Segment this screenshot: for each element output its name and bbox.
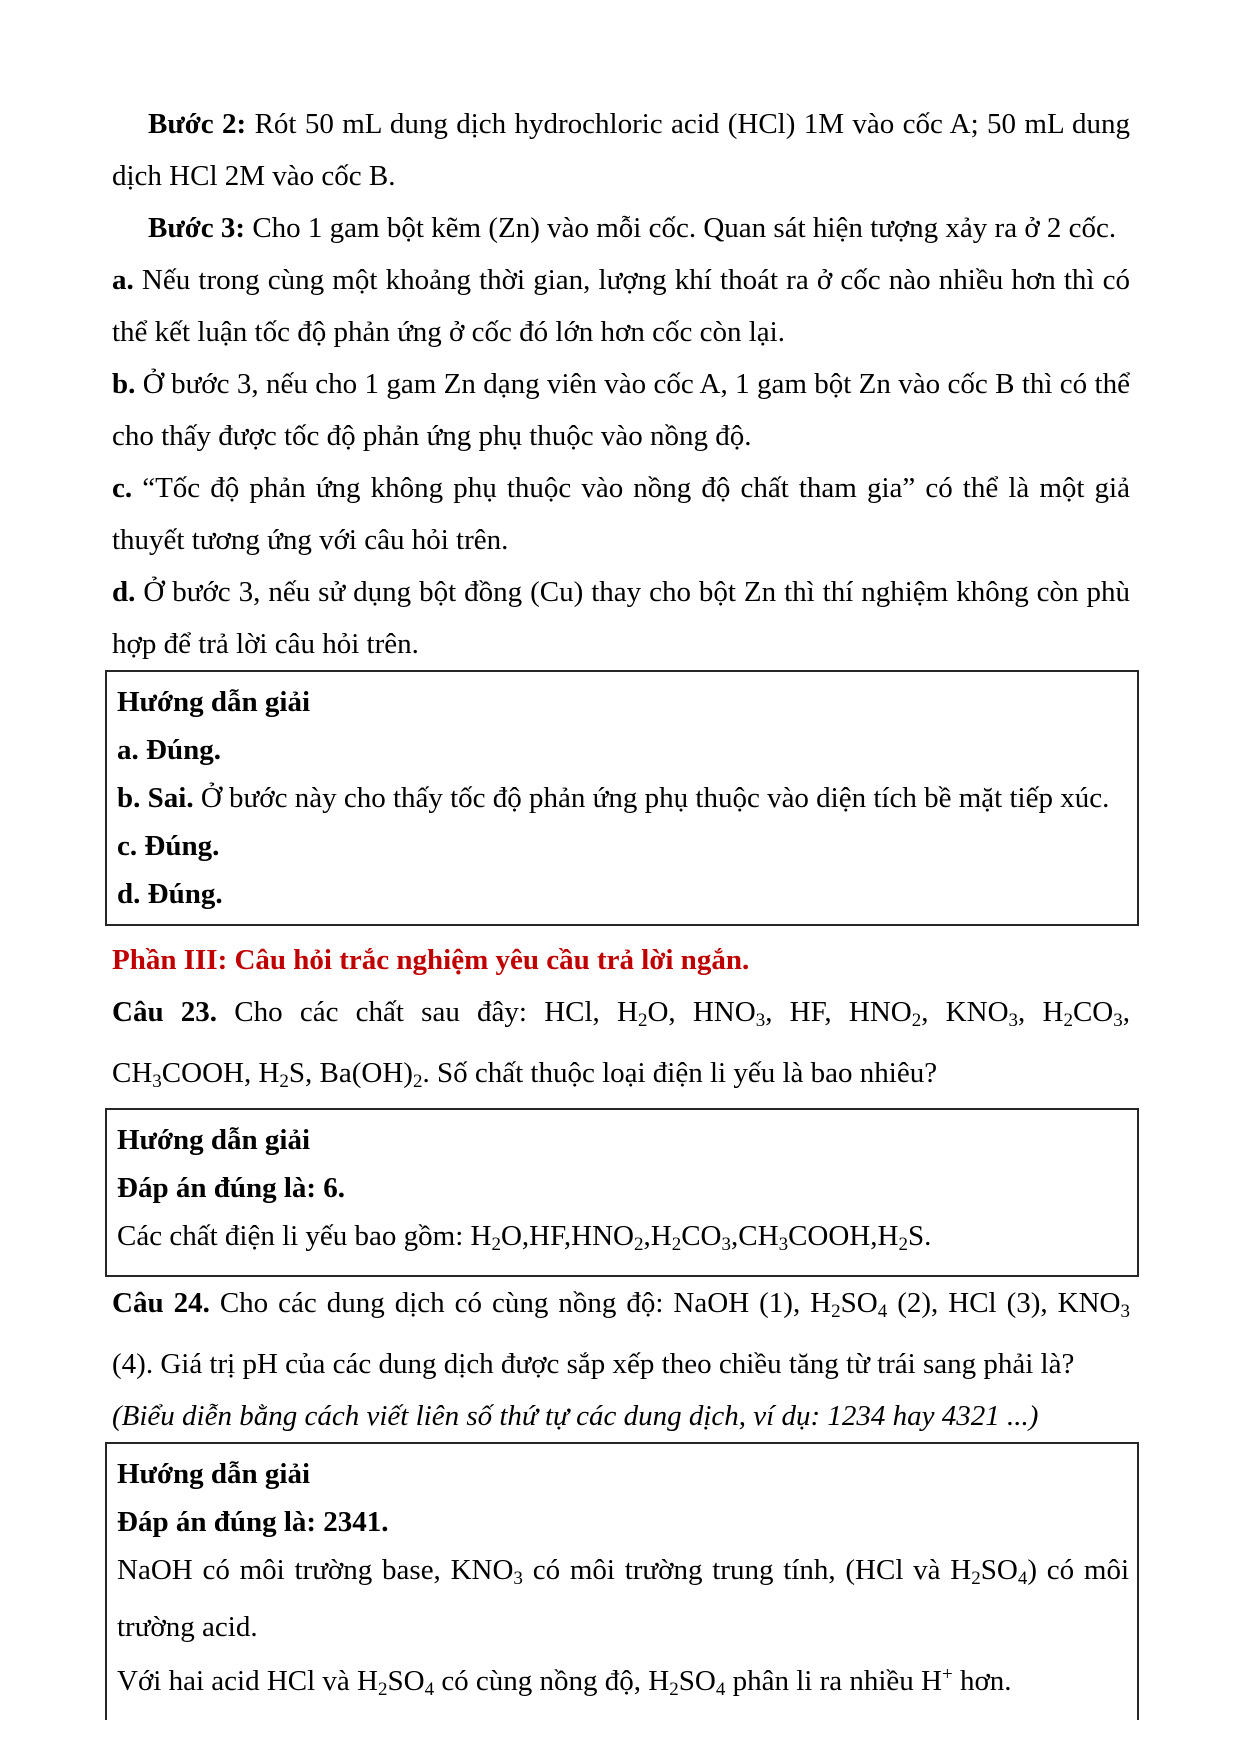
text-run: Ở bước 3, nếu cho 1 gam Zn dạng viên vào cốc A, 1 gam bột Zn vào cốc B thì có thể cho thấy được tốc độ phản ứng phụ thuộc vào nồng độ.: [112, 368, 1130, 452]
part3-section-heading: [112, 934, 1130, 986]
text-run: , KNO: [921, 996, 1009, 1028]
text-run: Bước 2:: [148, 108, 255, 140]
solution-box-question22: [105, 670, 1139, 926]
subscript-run: 3: [513, 1568, 523, 1589]
text-run: COOH,H: [788, 1220, 899, 1252]
text-run: hơn.: [952, 1665, 1012, 1697]
statement-c-paragraph: [112, 462, 1130, 566]
text-run: Nếu trong cùng một khoảng thời gian, lượng khí thoát ra ở cốc nào nhiều hơn thì có thể kết luận tốc độ phản ứng ở cốc đó lớn hơn cốc còn lại.: [112, 264, 1131, 348]
subscript-run: 4: [877, 1301, 888, 1322]
subscript-run: 2: [911, 1010, 922, 1031]
text-run: ,H: [643, 1220, 672, 1252]
solution-explanation-acids: [117, 1651, 1129, 1714]
subscript-run: 2: [377, 1679, 388, 1700]
text-run: , HF, HNO: [765, 996, 912, 1028]
text-run: O, HNO: [647, 996, 756, 1028]
text-run: CO: [681, 1220, 722, 1252]
statement-b-paragraph: [112, 358, 1130, 462]
text-run: Câu 24.: [112, 1287, 220, 1319]
text-run: d.: [112, 576, 144, 608]
text-run: (4). Giá trị pH của các dung dịch được sắp xếp theo chiều tăng từ trái sang phải là?: [112, 1348, 1075, 1380]
subscript-run: 3: [1120, 1301, 1130, 1322]
text-run: CO: [1072, 996, 1114, 1028]
superscript-run: +: [941, 1664, 953, 1685]
text-run: O,HF,HNO: [500, 1220, 635, 1252]
text-run: có môi trường trung tính, (HCl và H: [522, 1554, 972, 1586]
step3-paragraph: [112, 202, 1130, 254]
text-run: Ở bước này cho thấy tốc độ phản ứng phụ thuộc vào diện tích bề mặt tiếp xúc.: [200, 782, 1110, 814]
text-run: Hướng dẫn giải: [117, 686, 311, 718]
solution-box-question23: [105, 1108, 1139, 1277]
subscript-run: 2: [971, 1568, 981, 1589]
text-run: c. Đúng.: [117, 830, 220, 862]
subscript-run: 3: [755, 1010, 766, 1031]
text-run: (Biểu diễn bằng cách viết liên số thứ tự các dung dịch, ví dụ: 1234 hay 4321 ...): [112, 1400, 1039, 1432]
solution-correct-answer: [117, 1498, 1129, 1546]
text-run: c.: [112, 472, 143, 504]
subscript-run: 3: [152, 1071, 162, 1092]
subscript-run: 4: [424, 1679, 435, 1700]
text-run: Hướng dẫn giải: [117, 1124, 311, 1156]
subscript-run: 2: [491, 1234, 501, 1255]
subscript-run: 3: [1008, 1010, 1019, 1031]
text-run: Với hai acid HCl và H: [117, 1665, 378, 1697]
question-24-note: [112, 1390, 1130, 1442]
text-run: SO: [980, 1554, 1018, 1586]
solution-explanation: [117, 1212, 1129, 1269]
text-run: Ở bước 3, nếu sử dụng bột đồng (Cu) thay cho bột Zn thì thí nghiệm không còn phù hợp để trả lời câu hỏi trên.: [112, 576, 1130, 660]
text-run: có cùng nồng độ, H: [434, 1665, 670, 1697]
text-run: . Số chất thuộc loại điện li yếu là bao nhiêu?: [422, 1057, 938, 1089]
text-run: Đáp án đúng là: 6.: [117, 1172, 346, 1204]
text-run: “Tốc độ phản ứng không phụ thuộc vào nồng độ chất tham gia” có thể là một giả thuyết tương ứng với câu hỏi trên.: [112, 472, 1130, 556]
subscript-run: 4: [715, 1679, 726, 1700]
text-run: Rót 50 mL dung dịch hydrochloric acid (HCl) 1M vào cốc A; 50 mL dung dịch HCl 2M vào cốc B.: [112, 108, 1130, 192]
subscript-run: 3: [1113, 1010, 1123, 1031]
text-run: Câu 23.: [112, 996, 235, 1028]
text-run: , CH: [112, 996, 1130, 1089]
text-run: a. Đúng.: [117, 734, 221, 766]
text-run: b.: [112, 368, 143, 400]
solution-correct-answer: [117, 1164, 1129, 1212]
question-23-paragraph: [112, 986, 1130, 1108]
solution-box-question24: [105, 1442, 1139, 1720]
solution-heading: [117, 678, 1129, 726]
statement-d-paragraph: [112, 566, 1130, 670]
text-run: SO: [387, 1665, 425, 1697]
text-run: Cho các chất sau đây: HCl, H: [234, 996, 638, 1028]
solution-explanation-environments: [117, 1546, 1129, 1651]
subscript-run: 3: [721, 1234, 732, 1255]
subscript-run: 4: [1017, 1568, 1028, 1589]
subscript-run: 2: [831, 1301, 841, 1322]
text-run: ) có môi trường acid.: [117, 1554, 1129, 1643]
subscript-run: 2: [669, 1679, 679, 1700]
step2-paragraph: [112, 98, 1130, 202]
text-run: b. Sai.: [117, 782, 201, 814]
subscript-run: 2: [1063, 1010, 1073, 1031]
subscript-run: 2: [634, 1234, 644, 1255]
subscript-run: 2: [898, 1234, 908, 1255]
text-run: NaOH có môi trường base, KNO: [117, 1554, 514, 1586]
solution-answer-a: [117, 726, 1129, 774]
text-run: Hướng dẫn giải: [117, 1458, 311, 1490]
text-run: S.: [907, 1220, 932, 1252]
text-run: COOH, H: [161, 1057, 280, 1089]
text-run: (2), HCl (3), KNO: [887, 1287, 1121, 1319]
text-run: S, Ba(OH): [288, 1057, 413, 1089]
text-run: Cho các dung dịch có cùng nồng độ: NaOH (1), H: [219, 1287, 832, 1319]
text-run: Cho 1 gam bột kẽm (Zn) vào mỗi cốc. Quan sát hiện tượng xảy ra ở 2 cốc.: [252, 212, 1117, 244]
solution-answer-d: [117, 870, 1129, 918]
text-run: phân li ra nhiều H: [725, 1665, 942, 1697]
question-24-paragraph: [112, 1277, 1130, 1390]
text-run: Các chất điện li yếu bao gồm: H: [117, 1220, 492, 1252]
solution-heading: [117, 1116, 1129, 1164]
text-run: Phần III: Câu hỏi trắc nghiệm yêu cầu trả lời ngắn.: [112, 944, 750, 976]
text-run: SO: [678, 1665, 716, 1697]
solution-answer-c: [117, 822, 1129, 870]
subscript-run: 2: [637, 1010, 648, 1031]
solution-answer-b: [117, 774, 1129, 822]
subscript-run: 2: [412, 1071, 423, 1092]
subscript-run: 2: [671, 1234, 682, 1255]
text-run: SO: [840, 1287, 878, 1319]
subscript-run: 3: [778, 1234, 789, 1255]
subscript-run: 2: [279, 1071, 289, 1092]
text-run: Bước 3:: [148, 212, 253, 244]
statement-a-paragraph: [112, 254, 1130, 358]
text-run: d. Đúng.: [117, 878, 223, 910]
text-run: Đáp án đúng là: 2341.: [117, 1506, 389, 1538]
solution-heading: [117, 1450, 1129, 1498]
text-run: , H: [1018, 996, 1064, 1028]
text-run: ,CH: [731, 1220, 779, 1252]
text-run: a.: [112, 264, 142, 296]
